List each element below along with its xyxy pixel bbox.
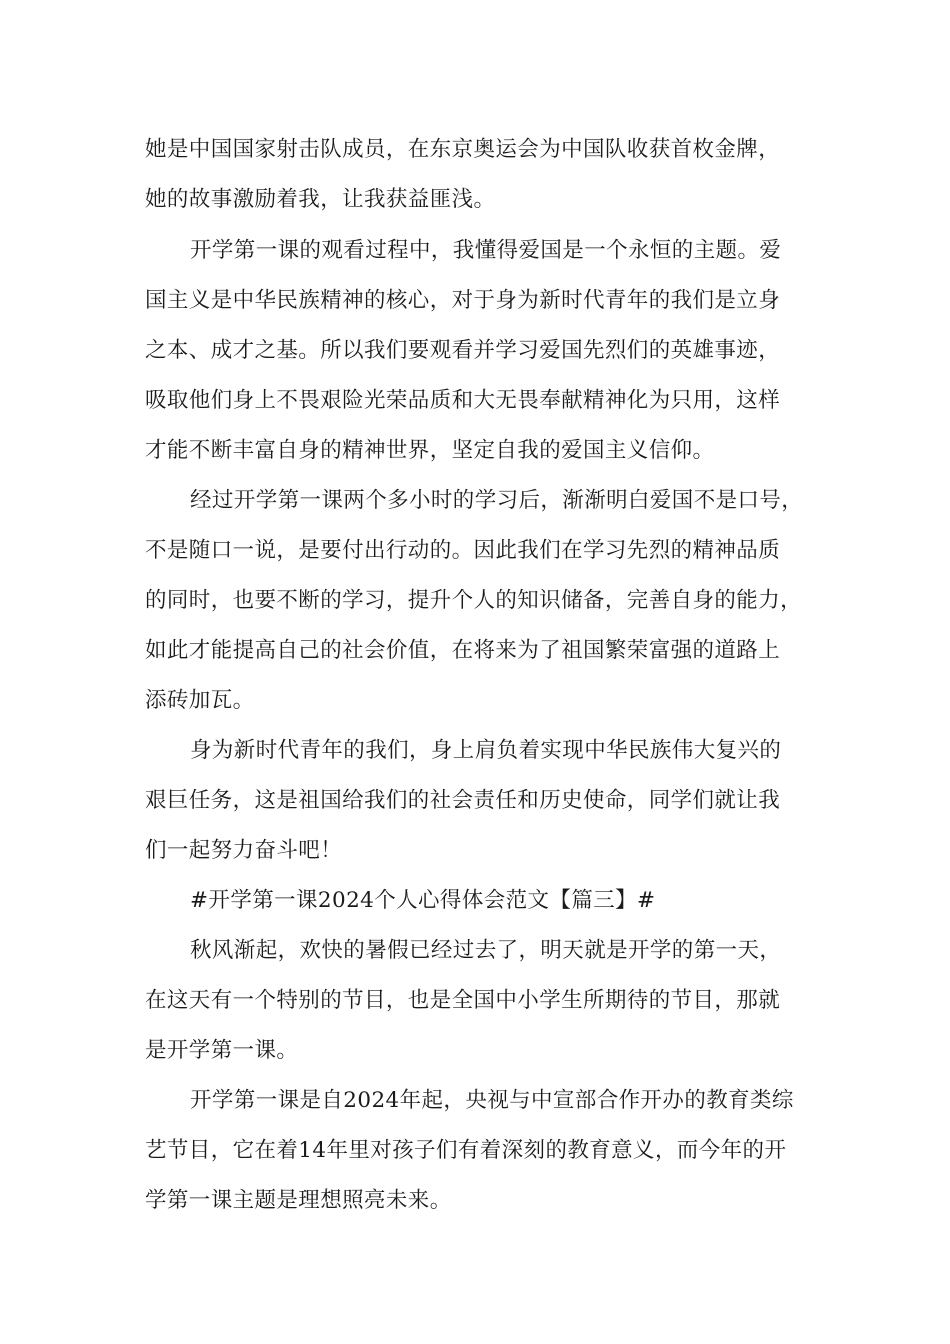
paragraph-first-line: 经过开学第一课两个多小时的学习后，渐渐明白爱国不是口号， xyxy=(190,488,804,513)
paragraph-first-line: 开学第一课的观看过程中，我懂得爱国是一个永恒的主题。爱 xyxy=(190,238,782,263)
text-line: 不是随口一说，是要付出行动的。因此我们在学习先烈的精神品质 xyxy=(145,538,781,563)
text-line: 是开学第一课。 xyxy=(145,1038,299,1063)
text-line: 添砖加瓦。 xyxy=(145,688,255,713)
text-line: 她的故事激励着我，让我获益匪浅。 xyxy=(145,187,496,212)
text-line: 的同时，也要不断的学习，提升个人的知识储备，完善自身的能力， xyxy=(145,588,803,613)
text-line: 艰巨任务，这是祖国给我们的社会责任和历史使命，同学们就让我 xyxy=(145,788,781,813)
paragraph-first-line: 身为新时代青年的我们，身上肩负着实现中华民族伟大复兴的 xyxy=(190,738,782,763)
text-line: 艺节目，它在着14年里对孩子们有着深刻的教育意义，而今年的开 xyxy=(145,1138,787,1163)
paragraph-first-line: 秋风渐起，欢快的暑假已经过去了，明天就是开学的第一天， xyxy=(190,938,782,963)
text-line: 吸取他们身上不畏艰险光荣品质和大无畏奉献精神化为只用，这样 xyxy=(145,388,781,413)
text-line: 们一起努力奋斗吧！ xyxy=(145,838,343,863)
text-line: 她是中国国家射击队成员，在东京奥运会为中国队收获首枚金牌， xyxy=(145,137,781,162)
text-line: 如此才能提高自己的社会价值，在将来为了祖国繁荣富强的道路上 xyxy=(145,638,781,663)
text-line: 在这天有一个特别的节目，也是全国中小学生所期待的节目，那就 xyxy=(145,988,781,1013)
text-line: 才能不断丰富自身的精神世界，坚定自我的爱国主义信仰。 xyxy=(145,438,715,463)
section-heading: #开学第一课2024个人心得体会范文【篇三】# xyxy=(190,888,656,913)
text-line: 国主义是中华民族精神的核心，对于身为新时代青年的我们是立身 xyxy=(145,288,781,313)
text-line: 之本、成才之基。所以我们要观看并学习爱国先烈们的英雄事迹， xyxy=(145,338,781,363)
text-line: 学第一课主题是理想照亮未来。 xyxy=(145,1188,452,1213)
paragraph-first-line: 开学第一课是自2024年起，央视与中宣部合作开办的教育类综 xyxy=(190,1088,794,1113)
